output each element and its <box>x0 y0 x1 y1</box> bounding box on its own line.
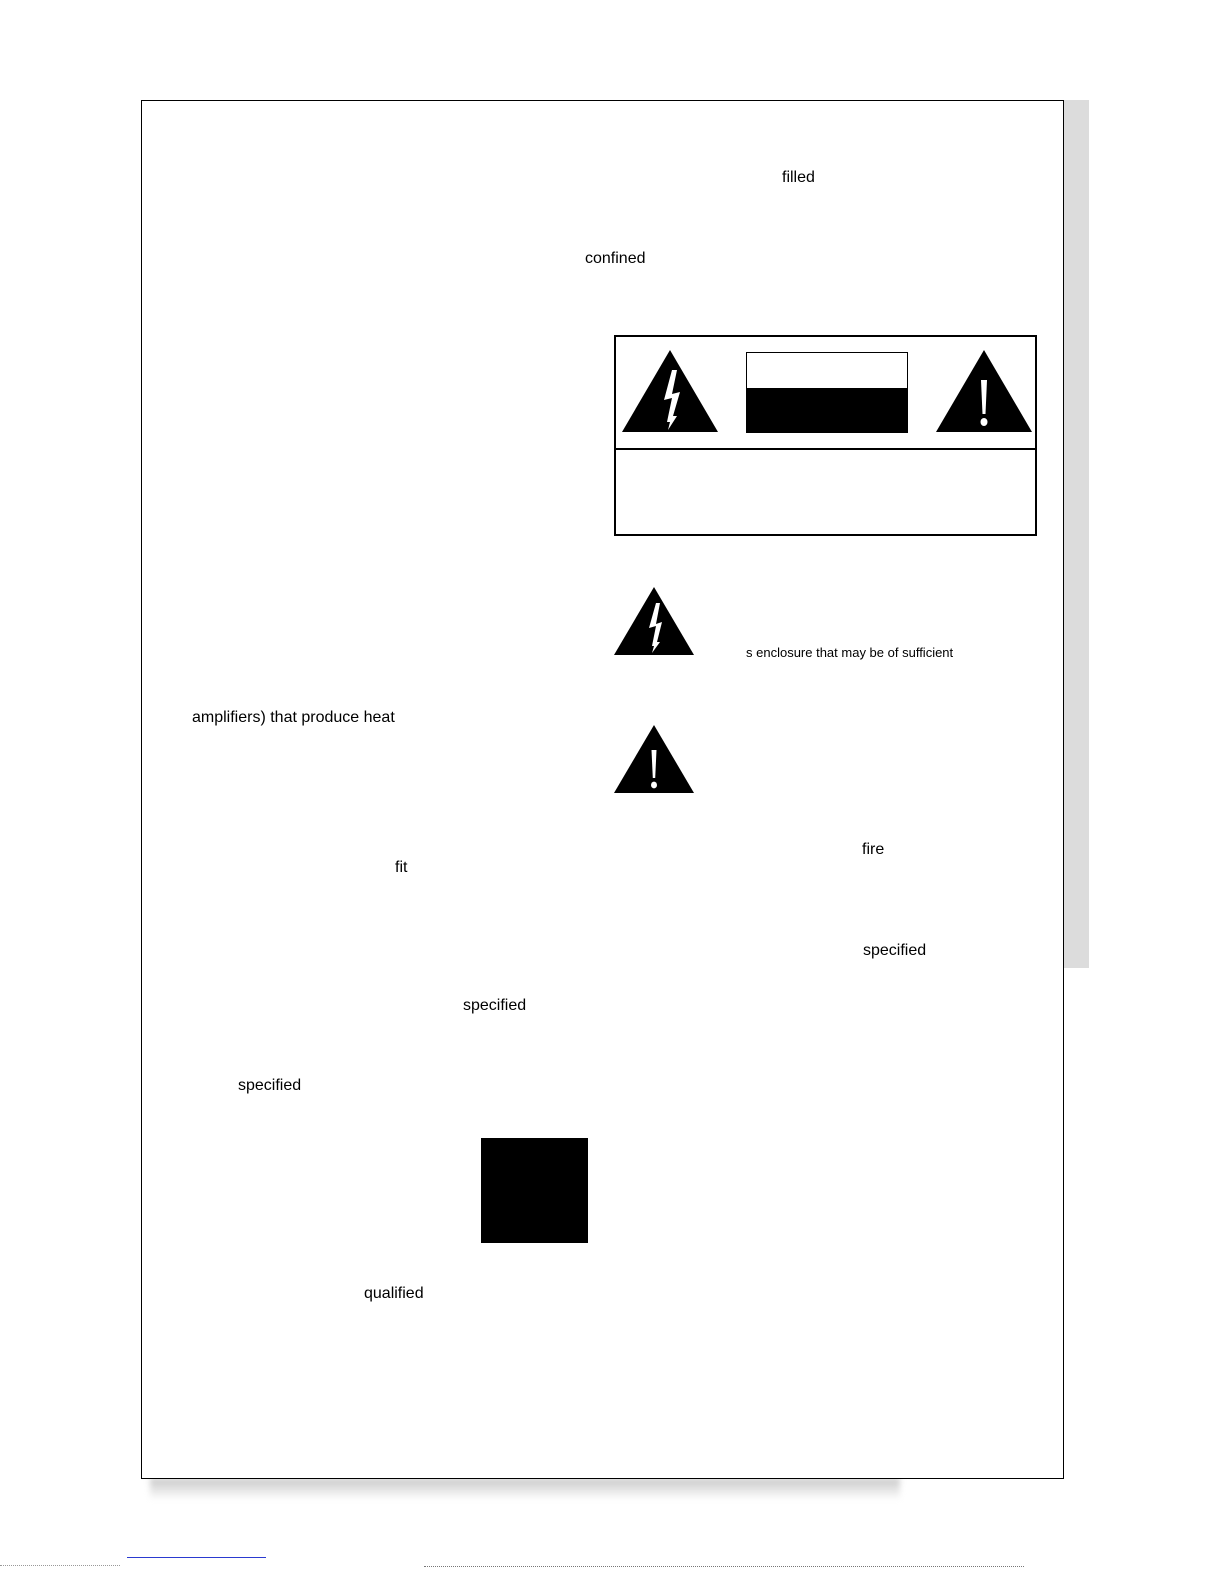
text-amplifiers: amplifiers) that produce heat <box>192 709 395 726</box>
text-fire: fire <box>862 841 885 858</box>
footer-dotted-line-left <box>0 1565 120 1566</box>
caution-label-dark-band <box>747 388 907 432</box>
document-page <box>141 100 1064 1479</box>
page-side-shadow <box>1064 100 1089 968</box>
caution-label-block <box>746 352 908 433</box>
caution-label-box <box>614 335 1037 536</box>
text-specified-left: specified <box>238 1077 302 1094</box>
page-bottom-shadow <box>150 1478 900 1500</box>
footer-dotted-rule <box>424 1566 1024 1567</box>
text-fit: fit <box>395 859 408 876</box>
text-qualified: qualified <box>364 1285 424 1302</box>
lightning-warning-icon <box>622 350 718 432</box>
text-confined: confined <box>585 250 646 267</box>
exclamation-warning-icon <box>614 725 694 793</box>
text-enclosure: s enclosure that may be of sufficient <box>746 645 954 660</box>
black-square-graphic <box>481 1138 588 1243</box>
lightning-warning-icon <box>614 587 694 655</box>
text-specified-mid: specified <box>463 997 527 1014</box>
exclamation-warning-icon <box>936 350 1032 432</box>
text-specified-right: specified <box>863 942 927 959</box>
text-filled: filled <box>782 169 815 186</box>
caution-label-divider <box>616 448 1035 450</box>
footer-link-underline[interactable] <box>127 1557 266 1558</box>
